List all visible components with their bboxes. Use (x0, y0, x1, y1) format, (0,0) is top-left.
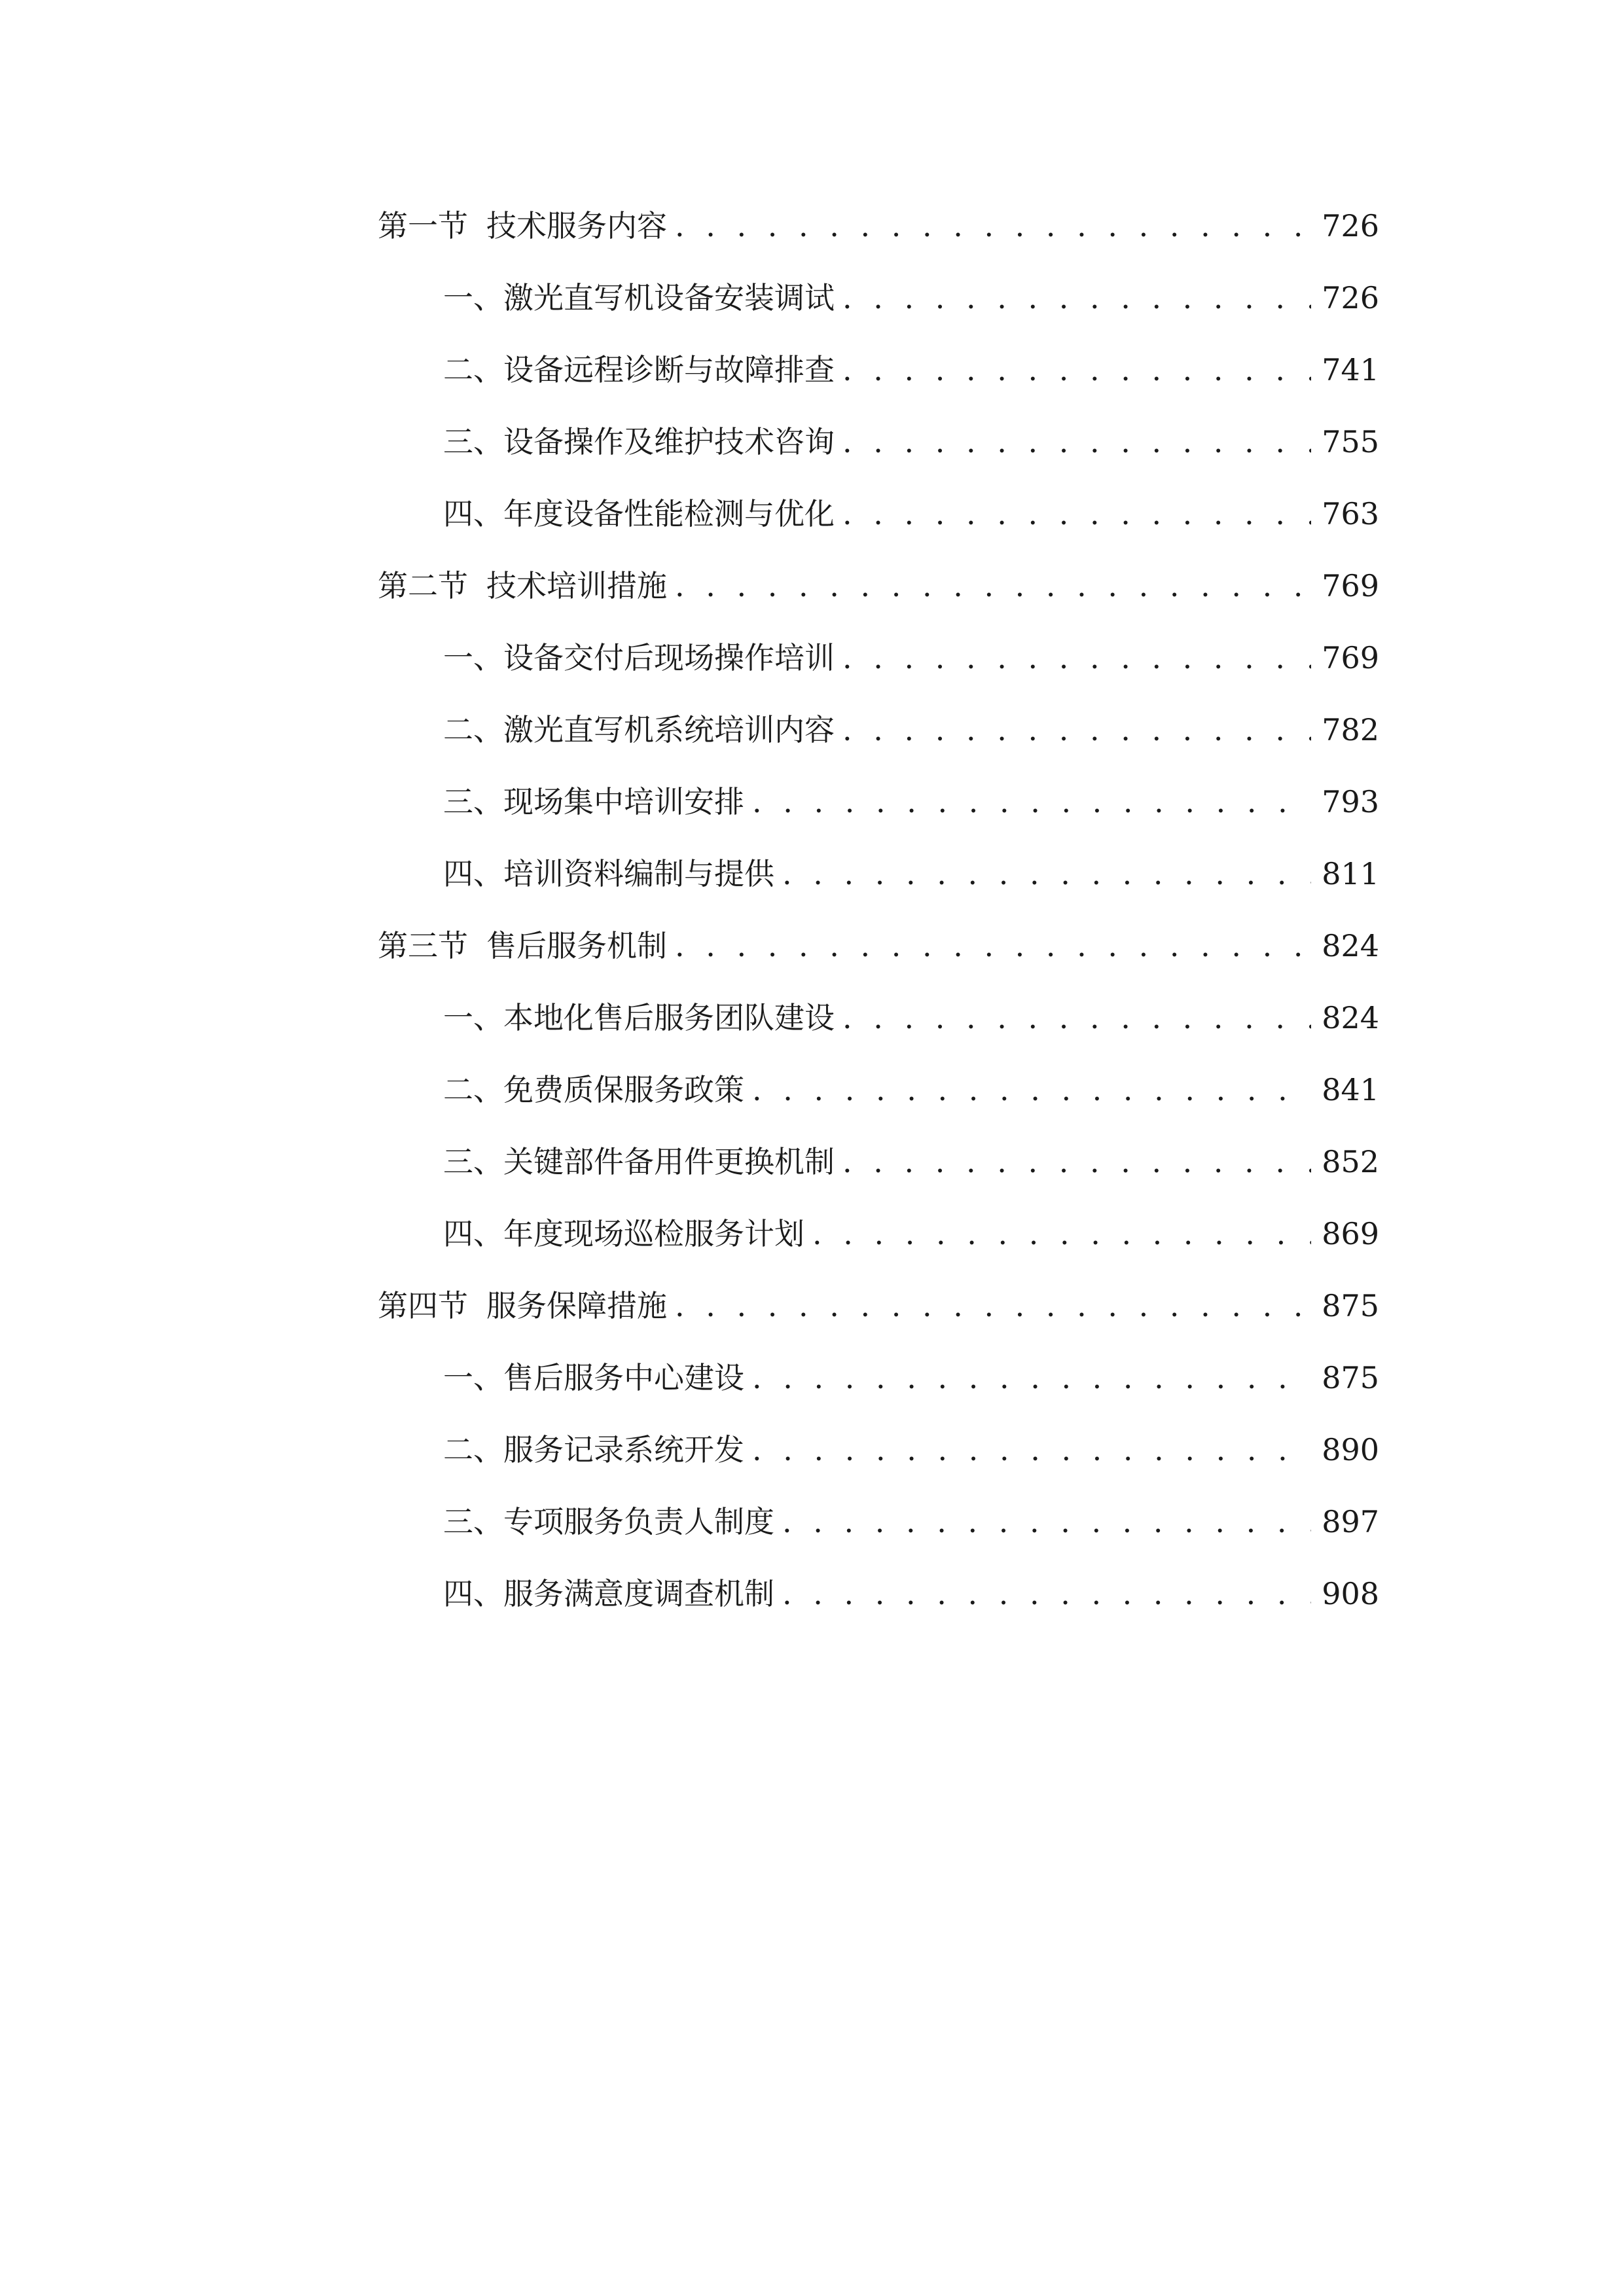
toc-entry-prefix: 二、 (443, 1432, 503, 1467)
toc-entry-prefix: 二、 (443, 352, 503, 387)
toc-entry-prefix: 二、 (443, 712, 503, 747)
toc-entry-prefix: 三、 (443, 1144, 503, 1179)
toc-entry-title: 售后服务机制 (486, 928, 667, 963)
toc-entry-page: 875 (1322, 1288, 1379, 1323)
toc-entry-page: 726 (1322, 208, 1379, 243)
toc-entry-page: 890 (1322, 1432, 1379, 1467)
toc-entry-title: 设备远程诊断与故障排查 (503, 352, 835, 387)
toc-entry-page: 824 (1322, 928, 1379, 963)
toc-entry-subsection[interactable] (378, 406, 1379, 478)
dot-leader (782, 1486, 1311, 1558)
toc-entry-subsection[interactable] (378, 1198, 1379, 1270)
dot-leader (842, 478, 1311, 550)
toc-entry-page: 769 (1322, 568, 1379, 603)
toc-entry-page: 875 (1322, 1360, 1379, 1395)
toc-entry-section[interactable] (378, 910, 1379, 982)
toc-entry-page: 793 (1322, 784, 1379, 819)
toc-entry-page: 782 (1322, 712, 1379, 747)
dot-leader (842, 622, 1311, 694)
toc-entry-title: 年度设备性能检测与优化 (503, 496, 835, 531)
toc-entry-page: 852 (1322, 1144, 1379, 1179)
dot-leader (675, 550, 1311, 622)
toc-entry-title: 年度现场巡检服务计划 (503, 1216, 804, 1251)
toc-entry-prefix: 四、 (443, 1576, 503, 1611)
toc-entry-subsection[interactable] (378, 1054, 1379, 1126)
toc-entry-title: 激光直写机系统培训内容 (503, 712, 835, 747)
toc-entry-prefix: 二、 (443, 1072, 503, 1107)
dot-leader (675, 910, 1311, 982)
toc-entry-subsection[interactable] (378, 1126, 1379, 1198)
toc-entry-prefix: 第四节 (378, 1288, 468, 1323)
toc-entry-page: 741 (1322, 352, 1379, 387)
toc-entry-prefix: 三、 (443, 424, 503, 459)
toc-entry-prefix: 第一节 (378, 208, 468, 243)
toc-entry-subsection[interactable] (378, 1414, 1379, 1486)
toc-entry-page: 897 (1322, 1504, 1379, 1539)
toc-entry-subsection[interactable] (378, 838, 1379, 910)
table-of-contents (378, 190, 1379, 1630)
toc-entry-title: 设备操作及维护技术咨询 (503, 424, 835, 459)
toc-entry-subsection[interactable] (378, 622, 1379, 694)
toc-entry-prefix: 一、 (443, 280, 503, 315)
toc-entry-title: 现场集中培训安排 (503, 784, 744, 819)
toc-entry-subsection[interactable] (378, 766, 1379, 838)
toc-entry-prefix: 一、 (443, 1360, 503, 1395)
toc-entry-page: 869 (1322, 1216, 1379, 1251)
dot-leader (842, 406, 1311, 478)
toc-entry-title: 培训资料编制与提供 (503, 856, 774, 891)
toc-entry-title: 本地化售后服务团队建设 (503, 1000, 835, 1035)
toc-entry-section[interactable] (378, 550, 1379, 622)
toc-entry-page: 908 (1322, 1576, 1379, 1611)
dot-leader (752, 1342, 1311, 1414)
toc-entry-title: 技术服务内容 (486, 208, 667, 243)
toc-entry-page: 841 (1322, 1072, 1379, 1107)
toc-entry-page: 824 (1322, 1000, 1379, 1035)
toc-entry-subsection[interactable] (378, 262, 1379, 334)
toc-entry-page: 763 (1322, 496, 1379, 531)
toc-entry-subsection[interactable] (378, 982, 1379, 1054)
toc-entry-title: 专项服务负责人制度 (503, 1504, 774, 1539)
dot-leader (675, 1270, 1311, 1342)
toc-entry-label (378, 910, 667, 982)
dot-leader (812, 1198, 1311, 1270)
toc-entry-prefix: 四、 (443, 1216, 503, 1251)
toc-entry-prefix: 第三节 (378, 928, 468, 963)
dot-leader (842, 694, 1311, 766)
toc-entry-title: 服务保障措施 (486, 1288, 667, 1323)
toc-entry-prefix: 三、 (443, 1504, 503, 1539)
toc-entry-subsection[interactable] (378, 1558, 1379, 1630)
toc-entry-section[interactable] (378, 190, 1379, 262)
toc-entry-prefix: 四、 (443, 496, 503, 531)
dot-leader (782, 1558, 1311, 1630)
toc-entry-title: 免费质保服务政策 (503, 1072, 744, 1107)
toc-entry-subsection[interactable] (378, 478, 1379, 550)
toc-entry-section[interactable] (378, 1270, 1379, 1342)
toc-entry-subsection[interactable] (378, 1486, 1379, 1558)
toc-entry-prefix: 一、 (443, 640, 503, 675)
dot-leader (842, 1126, 1311, 1198)
toc-entry-prefix: 四、 (443, 856, 503, 891)
toc-entry-title: 售后服务中心建设 (503, 1360, 744, 1395)
dot-leader (842, 982, 1311, 1054)
toc-entry-prefix: 一、 (443, 1000, 503, 1035)
toc-entry-title: 服务记录系统开发 (503, 1432, 744, 1467)
toc-entry-prefix: 三、 (443, 784, 503, 819)
toc-entry-label (378, 1270, 667, 1342)
toc-entry-subsection[interactable] (378, 694, 1379, 766)
toc-entry-subsection[interactable] (378, 1342, 1379, 1414)
toc-entry-page: 726 (1322, 280, 1379, 315)
dot-leader (842, 262, 1311, 334)
toc-entry-label (378, 550, 667, 622)
toc-entry-title: 技术培训措施 (486, 568, 667, 603)
toc-entry-page: 769 (1322, 640, 1379, 675)
toc-entry-title: 关键部件备用件更换机制 (503, 1144, 835, 1179)
toc-entry-prefix: 第二节 (378, 568, 468, 603)
dot-leader (782, 838, 1311, 910)
toc-entry-title: 激光直写机设备安装调试 (503, 280, 835, 315)
toc-entry-title: 设备交付后现场操作培训 (503, 640, 835, 675)
toc-entry-label (378, 190, 667, 262)
toc-entry-title: 服务满意度调查机制 (503, 1576, 774, 1611)
dot-leader (842, 334, 1311, 406)
toc-entry-page: 755 (1322, 424, 1379, 459)
toc-entry-subsection[interactable] (378, 334, 1379, 406)
toc-entry-page: 811 (1322, 856, 1379, 891)
dot-leader (752, 1054, 1311, 1126)
dot-leader (752, 766, 1311, 838)
dot-leader (675, 190, 1311, 262)
dot-leader (752, 1414, 1311, 1486)
